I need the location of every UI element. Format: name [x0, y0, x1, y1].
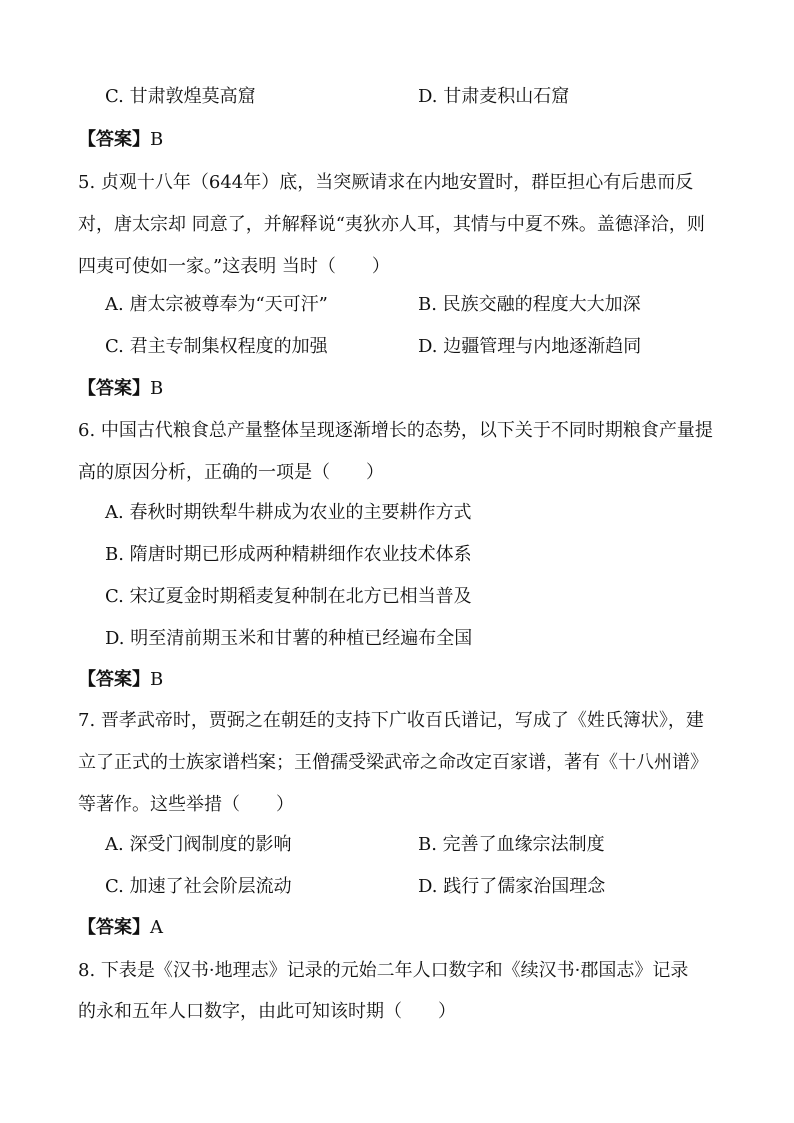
q7-answer: [78, 916, 163, 940]
answer-value: B: [150, 378, 164, 399]
answer-value: B: [150, 669, 164, 690]
answer-label: 【答案】: [78, 917, 150, 938]
q8-stem-line-2: 的永和五年人口数字，由此可知该时期（ ）: [78, 1001, 456, 1022]
q5-option-a: A. 唐太宗被尊奉为“天可汗”: [105, 294, 328, 315]
q5-answer: [78, 377, 163, 401]
answer-label: 【答案】: [78, 129, 150, 150]
prev-answer: [78, 128, 163, 152]
prev-option-c: C. 甘肃敦煌莫高窟: [105, 86, 256, 107]
q8-stem-line-1: 8. 下表是《汉书·地理志》记录的元始二年人口数字和《续汉书·郡国志》记录: [78, 960, 689, 981]
q6-answer: [78, 668, 163, 692]
q7-option-a: A. 深受门阀制度的影响: [105, 834, 292, 855]
q6-option-c: C. 宋辽夏金时期稻麦复种制在北方已相当普及: [105, 586, 472, 607]
q5-option-c: C. 君主专制集权程度的加强: [105, 336, 328, 357]
q6-option-a: A. 春秋时期铁犁牛耕成为农业的主要耕作方式: [105, 502, 472, 523]
q7-stem-line-2: 立了正式的士族家谱档案；王僧孺受梁武帝之命改定百家谱，著有《十八州谱》: [78, 752, 708, 773]
answer-value: B: [150, 129, 164, 150]
answer-value: A: [150, 917, 163, 938]
answer-label: 【答案】: [78, 378, 150, 399]
q6-option-d: D. 明至清前期玉米和甘薯的种植已经遍布全国: [105, 628, 473, 649]
q7-stem-line-3: 等著作。这些举措（ ）: [78, 794, 294, 815]
q5-option-d: D. 边疆管理与内地逐渐趋同: [418, 336, 642, 357]
q6-stem-line-2: 高的原因分析，正确的一项是（ ）: [78, 462, 384, 483]
q5-stem-line-3: 四夷可使如一家。”这表明 当时（ ）: [78, 256, 390, 277]
q6-stem-line-1: 6. 中国古代粮食总产量整体呈现逐渐增长的态势，以下关于不同时期粮食产量提: [78, 420, 713, 441]
q7-option-d: D. 践行了儒家治国理念: [418, 876, 606, 897]
prev-option-d: D. 甘肃麦积山石窟: [418, 86, 570, 107]
q5-option-b: B. 民族交融的程度大大加深: [418, 294, 641, 315]
answer-label: 【答案】: [78, 669, 150, 690]
q7-option-c: C. 加速了社会阶层流动: [105, 876, 292, 897]
q5-stem-line-2: 对，唐太宗却 同意了，并解释说“夷狄亦人耳，其情与中夏不殊。盖德泽洽，则: [78, 214, 705, 235]
q7-stem-line-1: 7. 晋孝武帝时，贾弼之在朝廷的支持下广收百氏谱记，写成了《姓氏簿状》，建: [78, 710, 704, 731]
q7-option-b: B. 完善了血缘宗法制度: [418, 834, 605, 855]
q5-stem-line-1: 5. 贞观十八年（644年）底，当突厥请求在内地安置时，群臣担心有后患而反: [78, 172, 694, 193]
q6-option-b: B. 隋唐时期已形成两种精耕细作农业技术体系: [105, 544, 472, 565]
